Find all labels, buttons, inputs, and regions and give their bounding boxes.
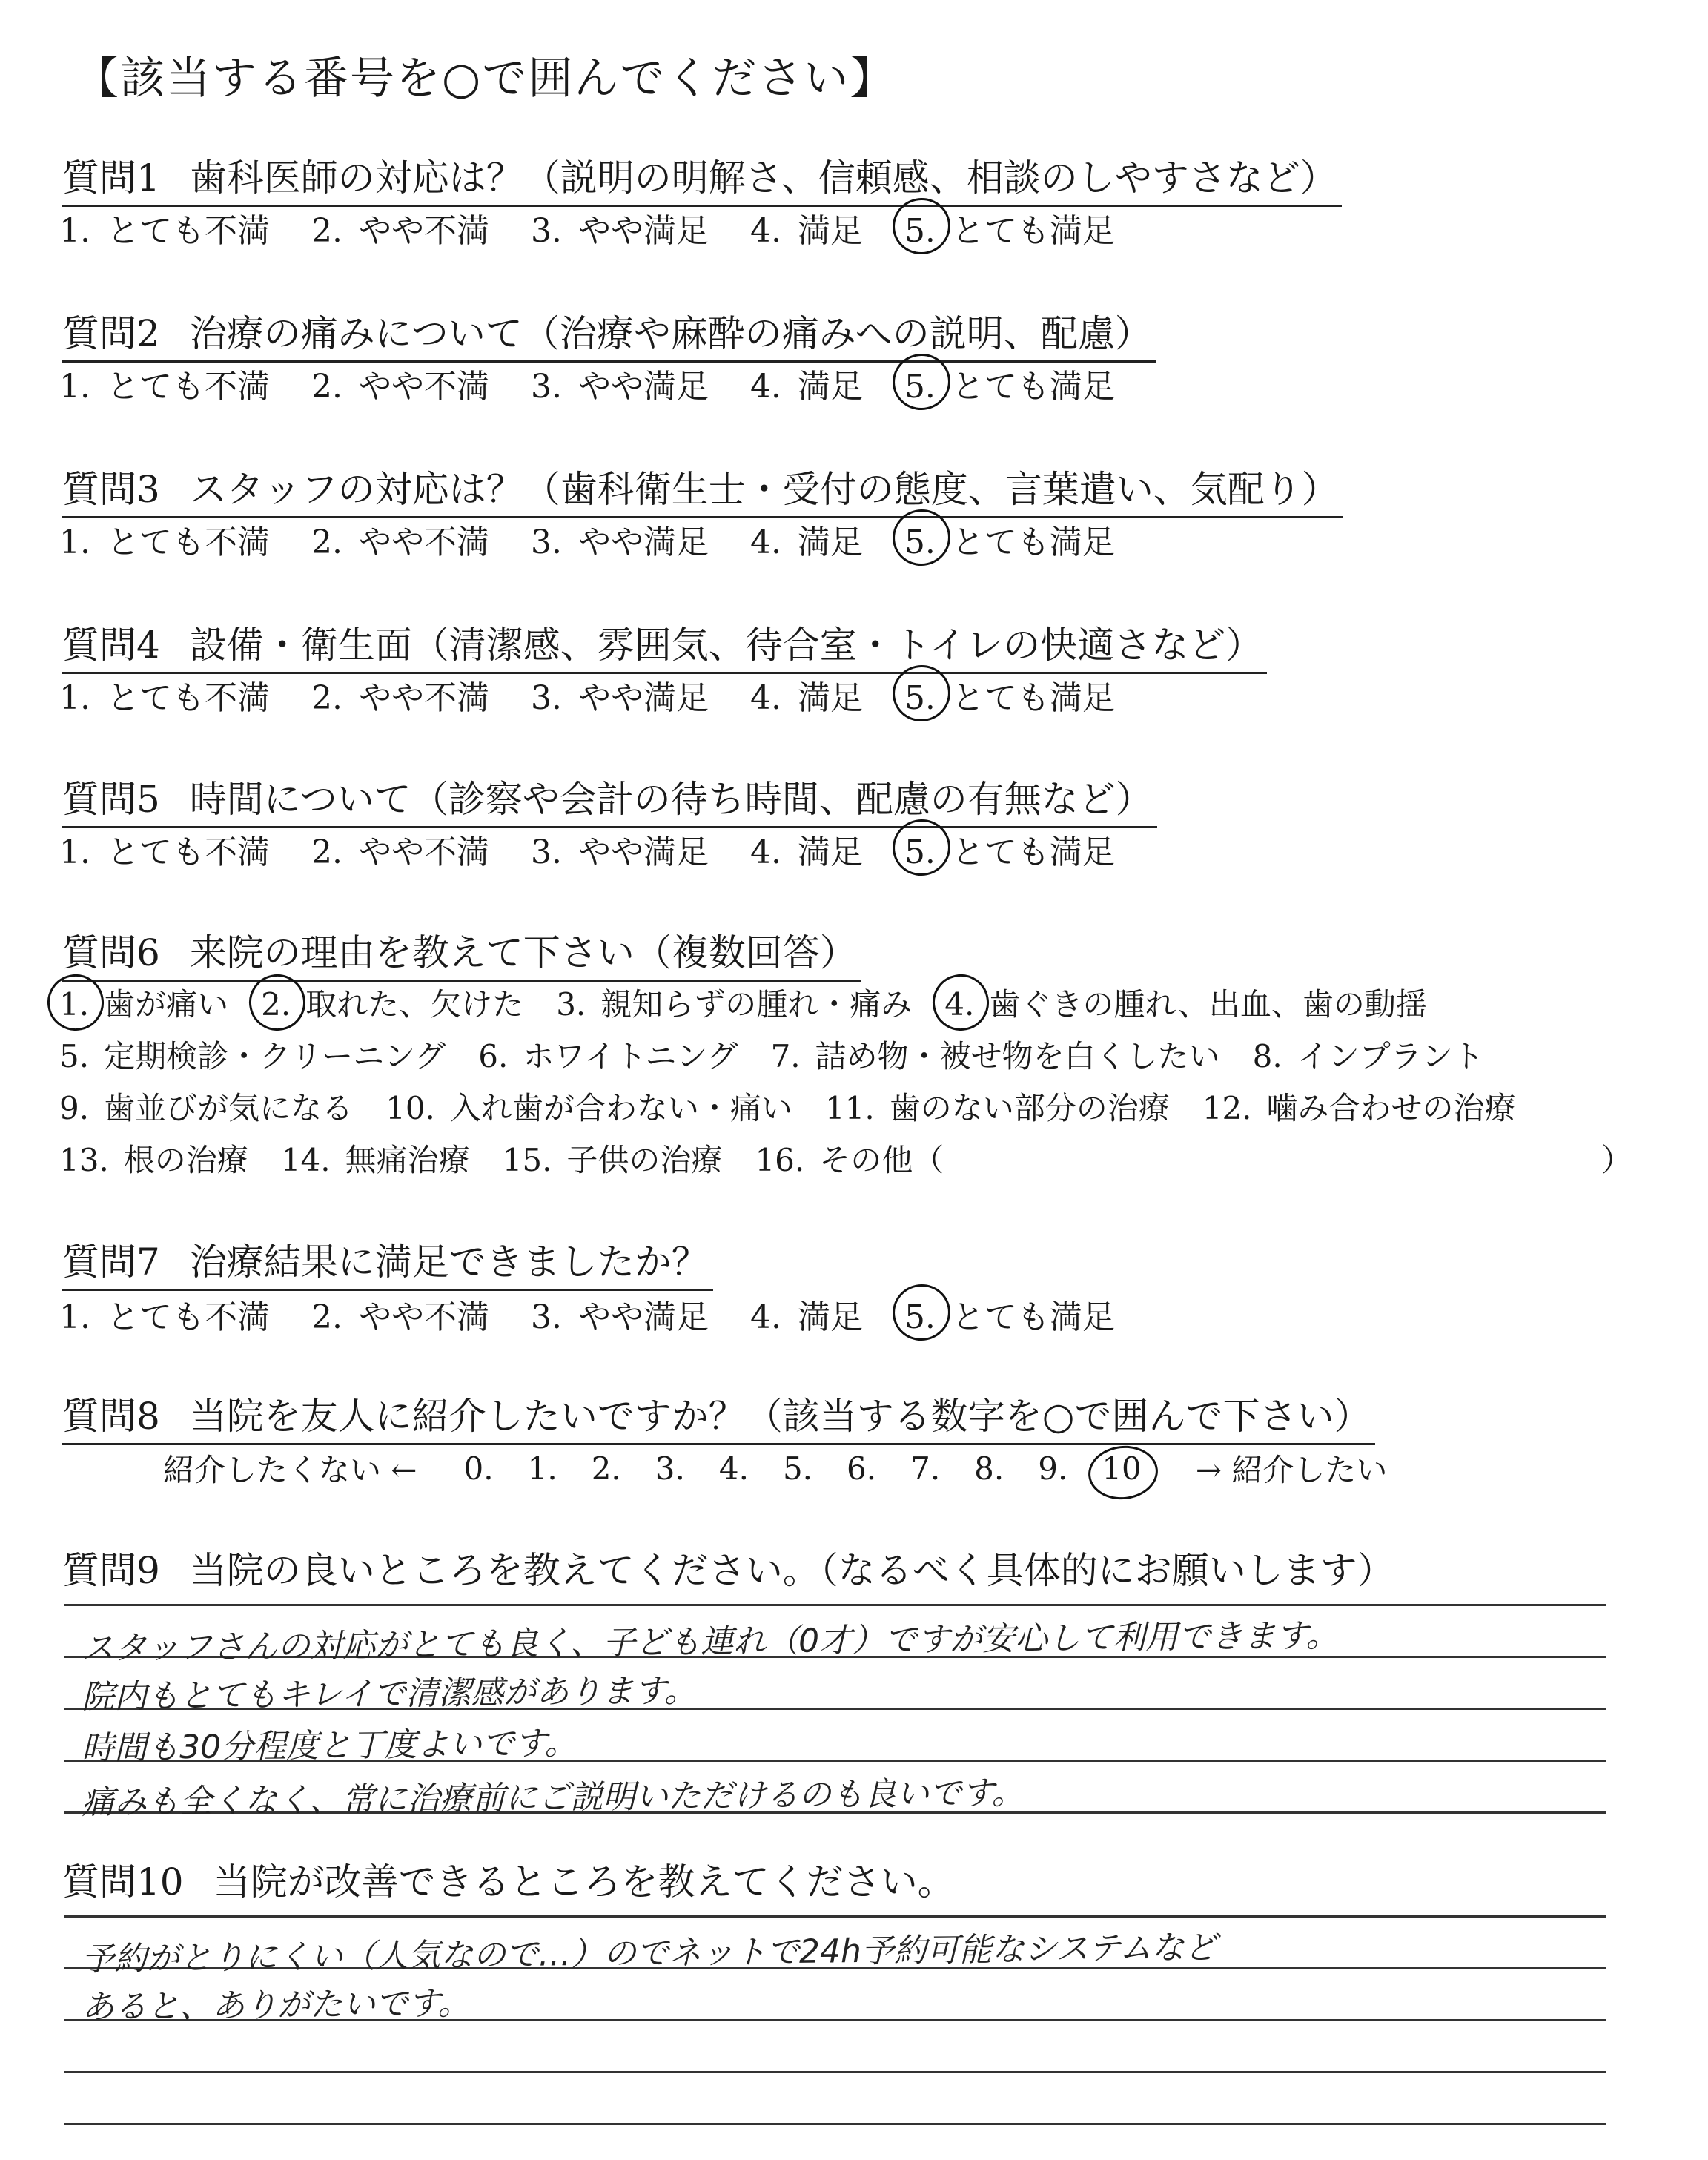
question-3-options xyxy=(59,515,1156,563)
question-text: 当院を友人に紹介したいですか？（該当する数字を○で囲んで下さい） xyxy=(189,1395,1371,1438)
question-2-options xyxy=(59,360,1156,407)
reason-9[interactable]: 9. 歯並びが気になる xyxy=(59,1090,354,1126)
option-5-circled[interactable]: 5. とても満足 xyxy=(904,524,1115,561)
option-5-circled[interactable]: 5. とても満足 xyxy=(904,212,1115,250)
referral-left-label: 紹介したくない ← xyxy=(163,1452,417,1488)
option-4[interactable]: 4. 満足 xyxy=(749,368,863,406)
question-5-heading xyxy=(62,770,1157,828)
question-text: 当院が改善できるところを教えてください。 xyxy=(213,1860,955,1903)
question-number: 質問5 xyxy=(62,778,160,821)
option-4[interactable]: 4. 満足 xyxy=(749,833,863,871)
question-6-heading xyxy=(62,923,861,982)
reason-7[interactable]: 7. 詰め物・被せ物を白くしたい xyxy=(770,1038,1220,1074)
option-2[interactable]: 2. やや不満 xyxy=(311,679,489,717)
question-text: 時間について（診察や会計の待ち時間、配慮の有無など） xyxy=(189,778,1153,821)
question-10-heading xyxy=(62,1852,959,1909)
option-3[interactable]: 3. やや満足 xyxy=(530,368,709,406)
option-3[interactable]: 3. やや満足 xyxy=(530,212,709,250)
reason-10[interactable]: 10. 入れ歯が合わない・痛い xyxy=(385,1090,792,1126)
question-text: 治療の痛みについて（治療や麻酔の痛みへの説明、配慮） xyxy=(189,312,1152,355)
question-8-heading xyxy=(62,1387,1375,1445)
answer-line xyxy=(64,1604,1606,1606)
question-text: 当院の良いところを教えてください。（なるべく具体的にお願いします） xyxy=(189,1549,1394,1592)
reason-15[interactable]: 15. 子供の治療 xyxy=(502,1142,723,1178)
reason-16-other[interactable]: 16. その他（ xyxy=(755,1142,944,1178)
q9-handwritten-line-3: 時間も30分程度と丁度よいです。 xyxy=(81,1724,577,1768)
option-1[interactable]: 1. とても不満 xyxy=(59,833,270,871)
option-3[interactable]: 3. やや満足 xyxy=(530,524,709,561)
option-4[interactable]: 4. 満足 xyxy=(749,524,863,561)
q10-handwritten-line-1: 予約がとりにくい（人気なので…）のでネットで24h予約可能なシステムなど xyxy=(81,1928,1217,1979)
option-4[interactable]: 4. 満足 xyxy=(749,679,863,717)
option-5-circled[interactable]: 5. とても満足 xyxy=(904,679,1115,717)
question-text: 来院の理由を教えて下さい（複数回答） xyxy=(189,931,857,974)
reason-6[interactable]: 6. ホワイトニング xyxy=(478,1038,738,1074)
option-5-circled[interactable]: 5. とても満足 xyxy=(904,368,1115,406)
question-7-options xyxy=(59,1290,1156,1338)
page-title: 【該当する番号を○で囲んでください】 xyxy=(74,53,896,105)
reason-3[interactable]: 3. 親知らずの腫れ・痛み xyxy=(556,986,913,1023)
referral-value-10-circled[interactable]: 10 xyxy=(1102,1450,1142,1487)
reason-row-1 xyxy=(59,980,1460,1025)
referral-value-5[interactable]: 5. xyxy=(782,1450,813,1487)
option-2[interactable]: 2. やや不満 xyxy=(311,833,489,871)
question-4-options xyxy=(59,671,1156,719)
question-4-heading xyxy=(62,615,1267,674)
option-1[interactable]: 1. とても不満 xyxy=(59,524,270,561)
option-3[interactable]: 3. やや満足 xyxy=(530,833,709,871)
question-1-heading xyxy=(62,148,1342,207)
option-1[interactable]: 1. とても不満 xyxy=(59,679,270,717)
reason-row-4 xyxy=(59,1136,976,1180)
referral-value-4[interactable]: 4. xyxy=(718,1450,749,1487)
question-text: スタッフの対応は？（歯科衛生士・受付の態度、言葉遣い、気配り） xyxy=(189,468,1339,511)
option-4[interactable]: 4. 満足 xyxy=(749,1298,863,1336)
referral-value-8[interactable]: 8. xyxy=(974,1450,1004,1487)
q9-handwritten-line-2: 院内もとてもキレイで清潔感があります。 xyxy=(81,1671,698,1717)
referral-scale xyxy=(163,1446,1387,1490)
option-4[interactable]: 4. 満足 xyxy=(749,212,863,250)
question-number: 質問4 xyxy=(62,624,160,667)
reason-1[interactable]: 1. 歯が痛い xyxy=(59,986,229,1023)
referral-value-7[interactable]: 7. xyxy=(910,1450,941,1487)
answer-line xyxy=(64,2071,1606,2073)
reason-13[interactable]: 13. 根の治療 xyxy=(59,1142,248,1178)
question-number: 質問3 xyxy=(62,468,160,511)
option-3[interactable]: 3. やや満足 xyxy=(530,679,709,717)
answer-line xyxy=(64,1915,1606,1918)
reason-4[interactable]: 4. 歯ぐきの腫れ、出血、歯の動揺 xyxy=(944,986,1427,1023)
reason-12[interactable]: 12. 噛み合わせの治療 xyxy=(1202,1090,1516,1126)
question-number: 質問6 xyxy=(62,931,160,974)
option-3[interactable]: 3. やや満足 xyxy=(530,1298,709,1336)
reason-8[interactable]: 8. インプラント xyxy=(1252,1038,1484,1074)
reason-14[interactable]: 14. 無痛治療 xyxy=(280,1142,470,1178)
question-1-options xyxy=(59,204,1156,251)
question-number: 質問1 xyxy=(62,156,160,199)
question-7-heading xyxy=(62,1232,713,1291)
question-number: 質問2 xyxy=(62,312,160,355)
option-2[interactable]: 2. やや不満 xyxy=(311,524,489,561)
answer-line xyxy=(64,2123,1606,2125)
reason-row-3 xyxy=(59,1084,1549,1129)
reason-5[interactable]: 5. 定期検診・クリーニング xyxy=(59,1038,446,1074)
question-number: 質問10 xyxy=(62,1860,184,1903)
question-5-options xyxy=(59,825,1156,873)
question-text: 設備・衛生面（清潔感、雰囲気、待合室・トイレの快適さなど） xyxy=(189,624,1263,667)
reason-2[interactable]: 2. 取れた、欠けた xyxy=(261,986,524,1023)
other-close-paren: ） xyxy=(1601,1142,1633,1178)
option-1[interactable]: 1. とても不満 xyxy=(59,1298,270,1336)
option-1[interactable]: 1. とても不満 xyxy=(59,368,270,406)
referral-value-2[interactable]: 2. xyxy=(591,1450,621,1487)
question-number: 質問9 xyxy=(62,1549,160,1592)
question-3-heading xyxy=(62,460,1343,518)
question-number: 質問8 xyxy=(62,1395,160,1438)
reason-row-2 xyxy=(59,1032,1517,1077)
referral-value-9[interactable]: 9. xyxy=(1038,1450,1068,1487)
option-5-circled[interactable]: 5. とても満足 xyxy=(904,833,1115,871)
option-2[interactable]: 2. やや不満 xyxy=(311,1298,489,1336)
referral-value-0[interactable]: 0. xyxy=(463,1450,494,1487)
question-text: 治療結果に満足できましたか？ xyxy=(189,1241,709,1284)
question-2-heading xyxy=(62,304,1156,363)
reason-11[interactable]: 11. 歯のない部分の治療 xyxy=(824,1090,1170,1126)
option-1[interactable]: 1. とても不満 xyxy=(59,212,270,250)
option-2[interactable]: 2. やや不満 xyxy=(311,212,489,250)
referral-value-3[interactable]: 3. xyxy=(655,1450,685,1487)
referral-value-6[interactable]: 6. xyxy=(847,1450,877,1487)
question-9-heading xyxy=(62,1541,1399,1597)
option-5-circled[interactable]: 5. とても満足 xyxy=(904,1298,1115,1336)
q9-handwritten-line-1: スタッフさんの対応がとても良く、子ども連れ（0才）ですが安心して利用できます。 xyxy=(81,1616,1339,1668)
referral-right-label: → 紹介したい xyxy=(1195,1452,1388,1488)
q10-handwritten-line-2: あると、ありがたいです。 xyxy=(81,1984,471,2027)
option-2[interactable]: 2. やや不満 xyxy=(311,368,489,406)
referral-value-1[interactable]: 1. xyxy=(527,1450,557,1487)
q9-handwritten-line-4: 痛みも全くなく、常に治療前にご説明いただけるのも良いです。 xyxy=(81,1774,1025,1822)
question-number: 質問7 xyxy=(62,1241,160,1284)
question-text: 歯科医師の対応は？（説明の明解さ、信頼感、相談のしやすさなど） xyxy=(189,156,1337,199)
